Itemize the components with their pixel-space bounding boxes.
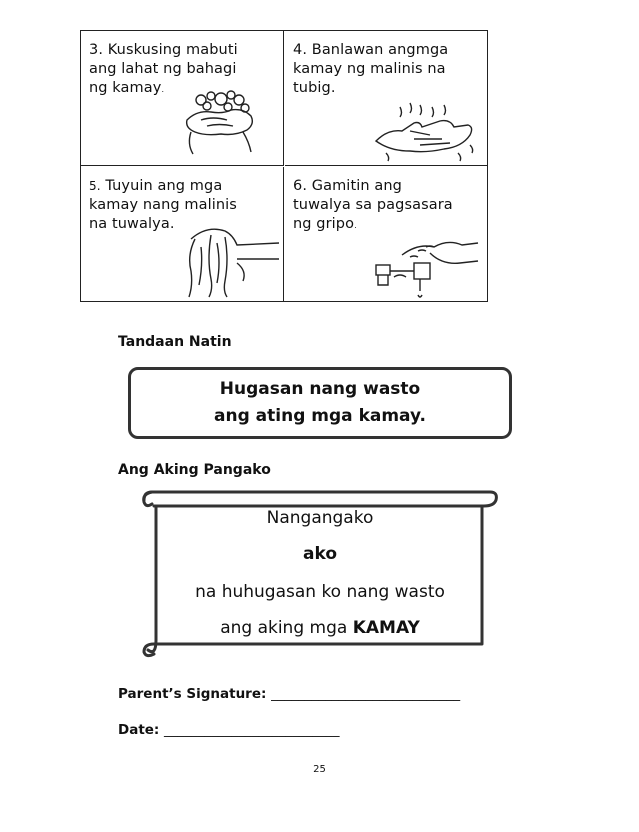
- step-3-number: 3.: [89, 42, 104, 58]
- parent-signature-label: Parent’s Signature:: [118, 686, 267, 702]
- step-4-number: 4.: [293, 42, 308, 58]
- step-4-text: Banlawan angmga kamay ng malinis na tubig: [293, 42, 449, 96]
- closing-faucet-with-towel-illustration: [370, 225, 482, 305]
- steps-table: [80, 30, 488, 302]
- step-6-period: .: [354, 221, 357, 230]
- step-5-text: Tuyuin ang mga kamay nang malinis na tuwalya: [89, 178, 237, 232]
- date-row: [118, 722, 340, 738]
- pledge-line-3: na huhugasan ko nang wasto: [195, 582, 445, 602]
- step-5-period: .: [169, 216, 175, 232]
- drying-hands-towel-illustration: [181, 219, 283, 299]
- pledge-line-2: ako: [303, 544, 337, 564]
- reminder-heading: Tandaan Natin: [118, 334, 232, 350]
- date-line: __________________________: [164, 722, 340, 738]
- pledge-heading: Ang Aking Pangako: [118, 462, 271, 478]
- pledge-line-4-prefix: ang aking mga: [220, 618, 353, 638]
- parent-signature-row: [118, 686, 460, 702]
- rinsing-hands-illustration: [370, 101, 480, 166]
- page-number: 25: [313, 764, 326, 775]
- pledge-line-1: Nangangako: [266, 508, 374, 528]
- step-3-text: Kuskusing mabuti ang lahat ng bahagi ng kamay: [89, 42, 238, 96]
- scrubbing-hands-illustration: [181, 86, 261, 156]
- pledge-line-4-bold: KAMAY: [352, 618, 420, 638]
- step-3-period: .: [161, 85, 165, 94]
- step-4-period: .: [330, 80, 336, 96]
- step-6-cell: [285, 167, 488, 302]
- step-6-text: Gamitin ang tuwalya sa pagsasara ng gripo: [293, 178, 453, 232]
- reminder-line-2: ang ating mga kamay.: [214, 406, 426, 426]
- step-4-cell: [285, 31, 488, 166]
- date-label: Date:: [118, 722, 160, 738]
- step-3-cell: [81, 31, 284, 166]
- pledge-line-4: [160, 618, 480, 638]
- reminder-line-1: Hugasan nang wasto: [219, 379, 421, 399]
- step-5-cell: [81, 167, 284, 302]
- step-5-number: 5.: [89, 179, 101, 193]
- parent-signature-line: ____________________________: [271, 686, 461, 702]
- step-6-number: 6.: [293, 178, 308, 194]
- reminder-box: [128, 367, 512, 439]
